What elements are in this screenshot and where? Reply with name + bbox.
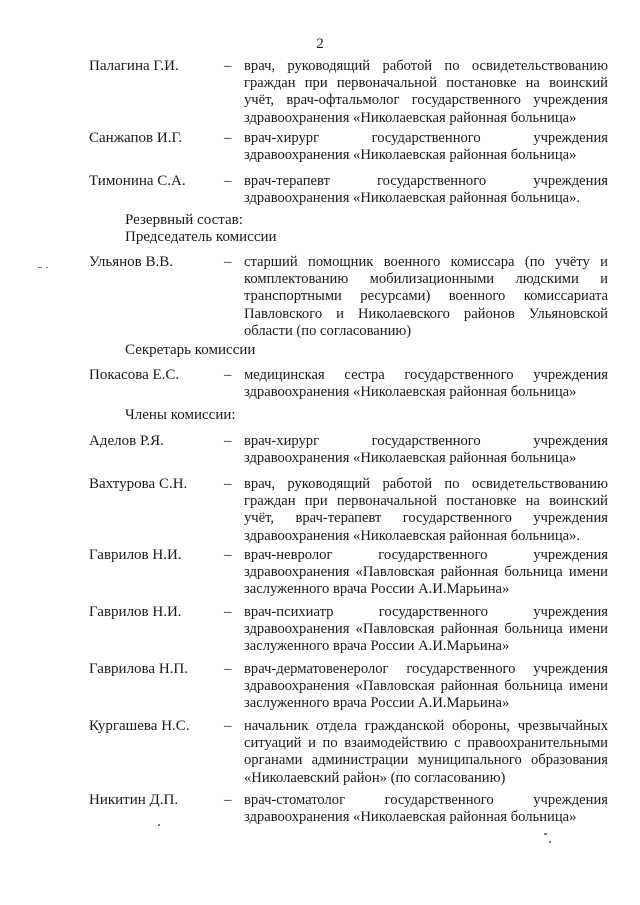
member-name: Гаврилова Н.П. — [89, 661, 189, 677]
member-name: Тимонина С.А. — [89, 173, 186, 189]
chair-description: старший помощник военного комиссара (по учёту и комплектованию мобилизационными людскими и транспортными ресурсами) военного комиссариата Павловского и Николаевского районов Ульяновской области (по согласованию) — [244, 254, 608, 339]
member-name: Кургашева Н.С. — [89, 718, 190, 734]
scan-speck — [38, 267, 42, 268]
member-name: Гаврилов Н.И. — [89, 547, 182, 563]
secretary-name: Покасова Е.С. — [89, 367, 180, 383]
dash: – — [224, 130, 232, 146]
member-description: врач, руководящий работой по освидетельствованию граждан при первоначальной постановке на воинский учёт, врач-офтальмолог государственного учреждения здравоохранения «Николаевская районная больница» — [244, 58, 608, 126]
page-number: 2 — [316, 36, 324, 52]
member-description: врач-стоматолог государственного учреждения здравоохранения «Николаевская районная больница» — [244, 792, 608, 826]
scan-speck — [544, 833, 547, 835]
dash: – — [224, 476, 232, 492]
chair-name: Ульянов В.В. — [89, 254, 174, 270]
dash: – — [224, 254, 232, 270]
dash: – — [224, 367, 232, 383]
member-name: Санжапов И.Г. — [89, 130, 183, 146]
member-description: врач-дерматовенеролог государственного учреждения здравоохранения «Павловская районная больница имени заслуженного врача России А.И.Марьина» — [244, 661, 608, 712]
dash: – — [224, 58, 232, 74]
member-name: Палагина Г.И. — [89, 58, 179, 74]
dash: – — [224, 173, 232, 189]
dash: – — [224, 792, 232, 808]
chair-heading: Председатель комиссии — [125, 229, 277, 245]
member-description: врач-терапевт государственного учреждения здравоохранения «Николаевская районная больница». — [244, 173, 608, 207]
dash: – — [224, 661, 232, 677]
dash: – — [224, 718, 232, 734]
dash: – — [224, 547, 232, 563]
member-description: начальник отдела гражданской обороны, чрезвычайных ситуаций и по взаимодействию с правоохранительными органами администрации муниципального образования «Николаевский район» (по согласованию) — [244, 718, 608, 786]
member-description: врач-хирург государственного учреждения здравоохранения «Николаевская районная больница» — [244, 433, 608, 467]
member-name: Вахтурова С.Н. — [89, 476, 188, 492]
member-description: врач-психиатр государственного учреждения здравоохранения «Павловская районная больница имени заслуженного врача России А.И.Марьина» — [244, 604, 608, 655]
members-heading: Члены комиссии: — [125, 407, 236, 423]
secretary-heading: Секретарь комиссии — [125, 342, 256, 358]
dash: – — [224, 604, 232, 620]
member-name: Гаврилов Н.И. — [89, 604, 182, 620]
member-description: врач-невролог государственного учреждения здравоохранения «Павловская районная больница имени заслуженного врача России А.И.Марьина» — [244, 547, 608, 598]
member-name: Аделов Р.Я. — [89, 433, 164, 449]
scan-speck — [549, 841, 551, 843]
member-name: Никитин Д.П. — [89, 792, 179, 808]
scan-speck — [158, 824, 160, 826]
member-description: врач, руководящий работой по освидетельствованию граждан при первоначальной постановке на воинский учёт, врач-терапевт государственного учреждения здравоохранения «Николаевская районная больница». — [244, 476, 608, 544]
dash: – — [224, 433, 232, 449]
scan-speck — [46, 267, 48, 268]
secretary-description: медицинская сестра государственного учреждения здравоохранения «Николаевская районная больница» — [244, 367, 608, 401]
member-description: врач-хирург государственного учреждения здравоохранения «Николаевская районная больница» — [244, 130, 608, 164]
reserve-heading: Резервный состав: — [125, 212, 243, 228]
